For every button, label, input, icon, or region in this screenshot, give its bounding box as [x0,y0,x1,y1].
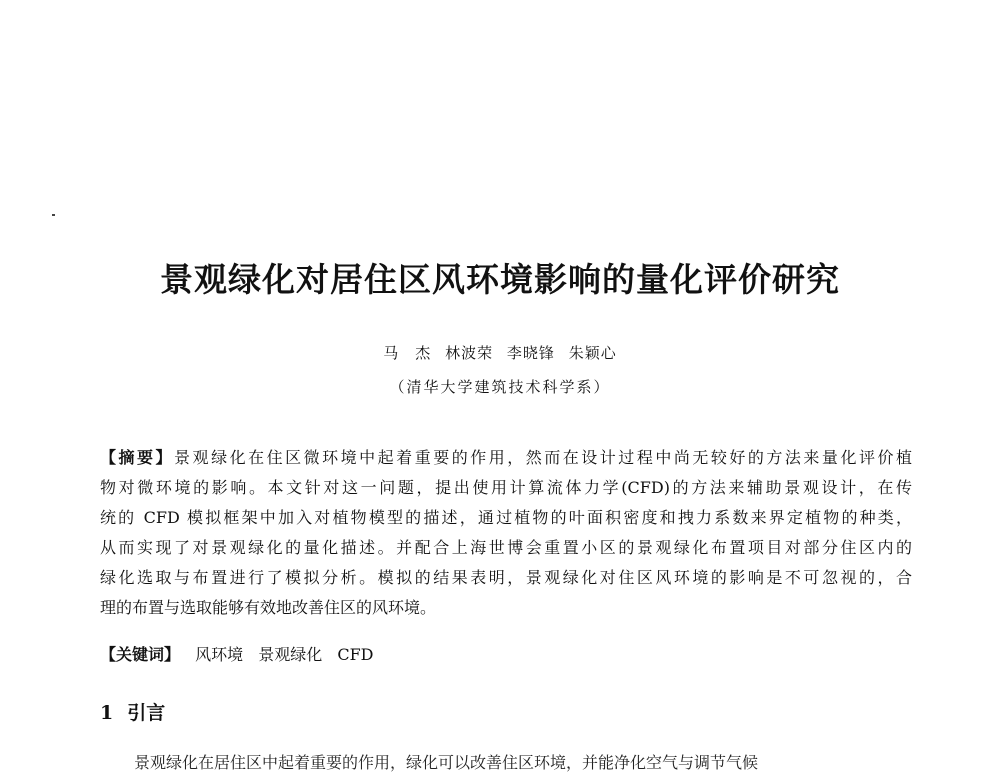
author-name: 朱颖心 [568,344,617,362]
affiliation: （清华大学建筑技术科学系） [389,378,611,396]
abstract-label: 【摘要】 [100,448,175,467]
section-title: 引言 [127,702,166,724]
abstract-line: 物对微环境的影响。本文针对这一问题，提出使用计算流体力学(CFD)的方法来辅助景观设计，在传 [100,478,912,497]
abstract-line: 从而实现了对景观绿化的量化描述。并配合上海世博会重置小区的景观绿化布置项目对部分住区内的 [100,538,912,557]
scan-speck [52,214,55,216]
abstract-text: 景观绿化在住区微环境中起着重要的作用，然而在设计过程中尚无较好的方法来量化评价植 [174,448,912,467]
abstract [100,443,912,623]
author-name: 李晓锋 [506,344,555,362]
author-name: 马 杰 [383,344,432,362]
keywords-label: 【关键词】 [100,645,181,664]
abstract-line [100,443,912,473]
paper-title: 景观绿化对居住区风环境影响的量化评价研究 [160,260,840,299]
body-text-line: 景观绿化在居住区中起着重要的作用，绿化可以改善住区环境，并能净化空气与调节气候 [134,753,759,772]
abstract-line: 绿化选取与布置进行了模拟分析。模拟的结果表明，景观绿化对住区风环境的影响是不可忽视的，合 [100,568,912,587]
abstract-line: 统的 CFD 模拟框架中加入对植物模型的描述，通过植物的叶面积密度和拽力系数来界定植物的种类， [100,508,912,527]
author-name: 林波荣 [445,344,494,362]
author-list [0,342,1000,363]
keyword: 风环境 [195,645,244,664]
keyword: 景观绿化 [258,645,323,664]
section-heading [100,698,165,725]
keyword: CFD [337,645,374,664]
keywords [100,642,374,665]
abstract-line: 理的布置与选取能够有效地改善住区的风环境。 [100,598,437,617]
section-number: 1 [100,702,114,724]
